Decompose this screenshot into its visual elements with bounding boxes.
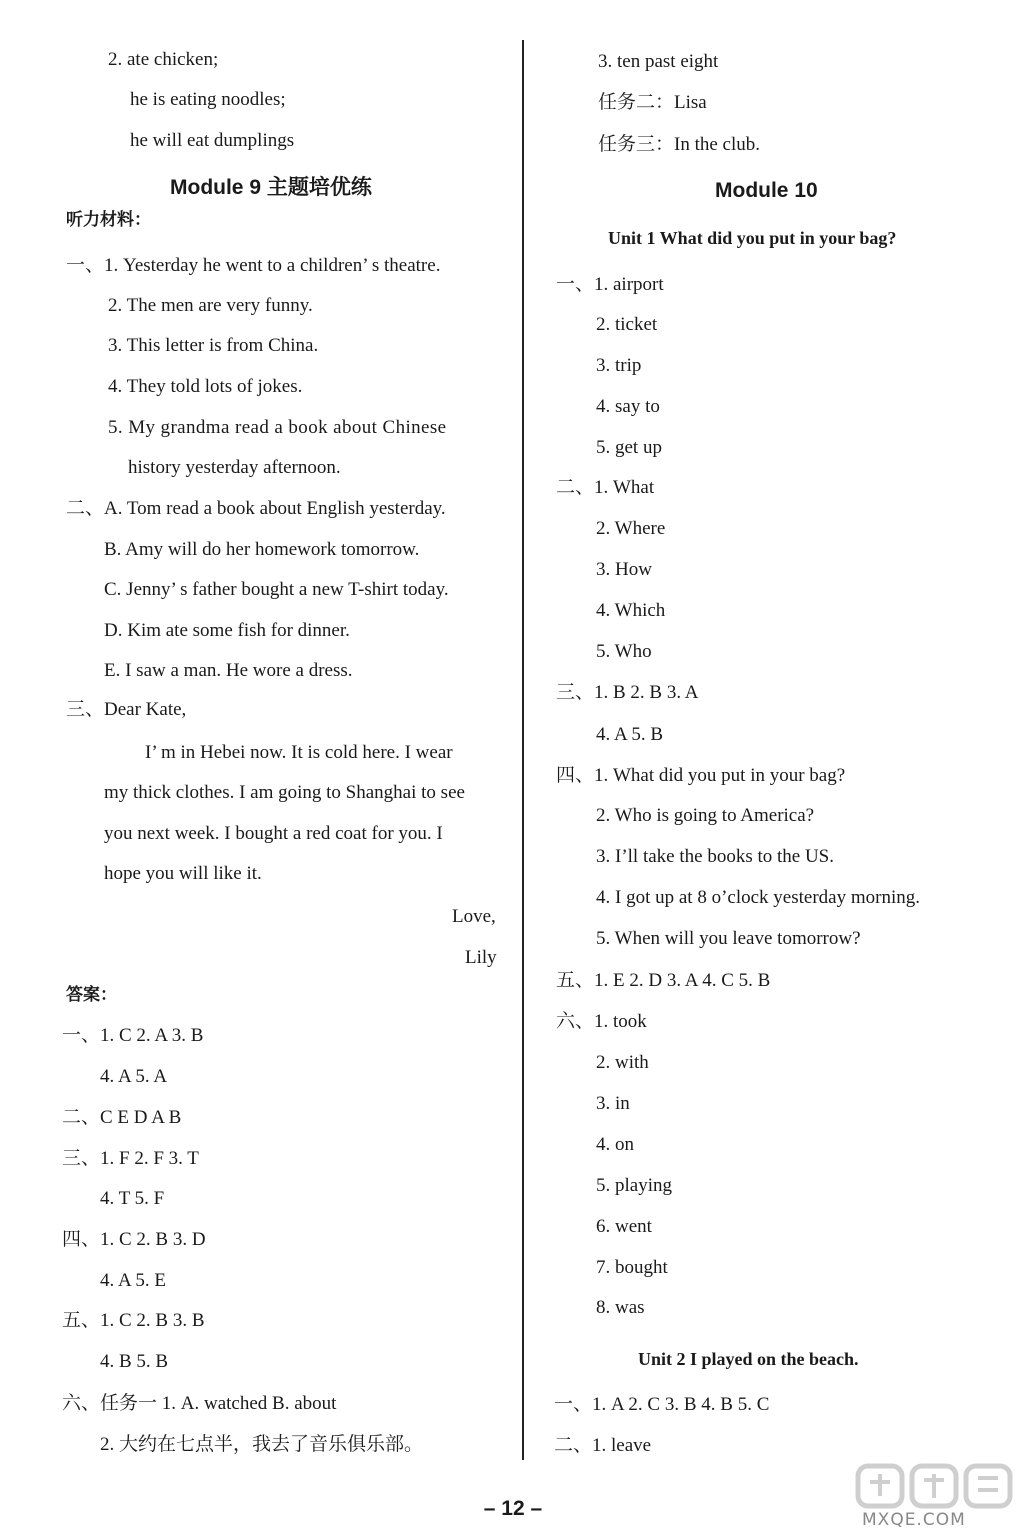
answer-line: 二、1. leave (554, 1435, 652, 1456)
answer-line: 4. Which (596, 600, 666, 621)
letter-line: my thick clothes. I am going to Shanghai to see (104, 782, 465, 803)
answer-line: 六、任务一 1. A. watched B. about (62, 1393, 337, 1414)
answer-line: 2. Who is going to America? (596, 805, 815, 826)
answer-line: 4. T 5. F (100, 1188, 165, 1209)
letter-line: I’ m in Hebei now. It is cold here. I wear (145, 742, 453, 763)
answer-line: 二、1. What (556, 477, 655, 498)
listening-line: E. I saw a man. He wore a dress. (104, 660, 353, 681)
answer-line: 8. was (596, 1297, 645, 1318)
answer-line: 2. with (596, 1052, 649, 1073)
answer-line: 四、1. What did you put in your bag? (556, 765, 846, 786)
answer-line: 五、1. E 2. D 3. A 4. C 5. B (556, 970, 771, 991)
answer-line: 4. A 5. A (100, 1066, 168, 1087)
module9-title: Module 9 主题培优练 (170, 176, 372, 199)
unit2-title: Unit 2 I played on the beach. (638, 1349, 859, 1369)
answer-line: 4. say to (596, 396, 660, 417)
answer-line: 5. playing (596, 1175, 672, 1196)
listening-line: 4. They told lots of jokes. (108, 376, 303, 397)
listening-line: B. Amy will do her homework tomorrow. (104, 539, 420, 560)
letter-signature: Lily (465, 947, 497, 968)
answer-line: 3. How (596, 559, 652, 580)
answer-line: 2. ate chicken; (108, 49, 219, 70)
answers-label: 答案： (66, 985, 117, 1005)
answer-line: 六、1. took (556, 1011, 647, 1032)
answer-line: 4. A 5. B (596, 724, 664, 745)
listening-line: 一、1. Yesterday he went to a children’ s theatre. (66, 255, 441, 276)
answer-line: 一、1. A 2. C 3. B 4. B 5. C (554, 1394, 770, 1415)
answer-line: he is eating noodles; (130, 89, 286, 110)
letter-line: you next week. I bought a red coat for you. I (104, 823, 443, 844)
listening-line: 三、Dear Kate, (66, 699, 187, 720)
answer-line: 4. A 5. E (100, 1270, 166, 1291)
page-number: – 12 – (483, 1497, 543, 1520)
answer-line: 5. Who (596, 641, 652, 662)
listening-label: 听力材料： (66, 210, 151, 230)
module10-title: Module 10 (715, 179, 818, 202)
answer-line: 一、1. airport (556, 274, 664, 295)
answer-line: 5. get up (596, 437, 662, 458)
column-divider (522, 40, 524, 1460)
listening-line: C. Jenny’ s father bought a new T-shirt today. (104, 579, 449, 600)
answer-line: 任务三：In the club. (598, 134, 761, 155)
listening-line: 3. This letter is from China. (108, 335, 319, 356)
answer-line: 2. 大约在七点半，我去了音乐俱乐部。 (100, 1434, 424, 1455)
watermark-text: MXQE.COM (862, 1510, 966, 1530)
answer-line: 2. ticket (596, 314, 658, 335)
answer-line: 3. trip (596, 355, 642, 376)
letter-line: hope you will like it. (104, 863, 262, 884)
answer-line: 一、1. C 2. A 3. B (62, 1025, 204, 1046)
answer-line: 3. ten past eight (598, 51, 719, 72)
listening-line: 5. My grandma read a book about Chinese (108, 417, 447, 438)
answer-line: 2. Where (596, 518, 666, 539)
answer-line: 4. on (596, 1134, 634, 1155)
answer-line: 3. I’ll take the books to the US. (596, 846, 834, 867)
letter-closing: Love, (452, 906, 496, 927)
answer-line: 三、1. F 2. F 3. T (62, 1148, 199, 1169)
answer-line: 6. went (596, 1216, 652, 1237)
answer-line: 任务二：Lisa (598, 92, 707, 113)
answer-line: he will eat dumplings (130, 130, 295, 151)
listening-line: history yesterday afternoon. (128, 457, 341, 478)
answer-line: 五、1. C 2. B 3. B (62, 1310, 205, 1331)
answer-line: 5. When will you leave tomorrow? (596, 928, 861, 949)
answer-line: 四、1. C 2. B 3. D (62, 1229, 206, 1250)
answer-line: 三、1. B 2. B 3. A (556, 682, 699, 703)
answer-line: 3. in (596, 1093, 630, 1114)
listening-line: 二、A. Tom read a book about English yesterday. (66, 498, 446, 519)
listening-line: 2. The men are very funny. (108, 295, 313, 316)
answer-line: 7. bought (596, 1257, 668, 1278)
listening-line: D. Kim ate some fish for dinner. (104, 620, 350, 641)
answer-line: 4. I got up at 8 o’clock yesterday morning. (596, 887, 920, 908)
answer-line: 4. B 5. B (100, 1351, 169, 1372)
unit1-title: Unit 1 What did you put in your bag? (608, 228, 897, 248)
answer-line: 二、C E D A B (62, 1107, 182, 1128)
